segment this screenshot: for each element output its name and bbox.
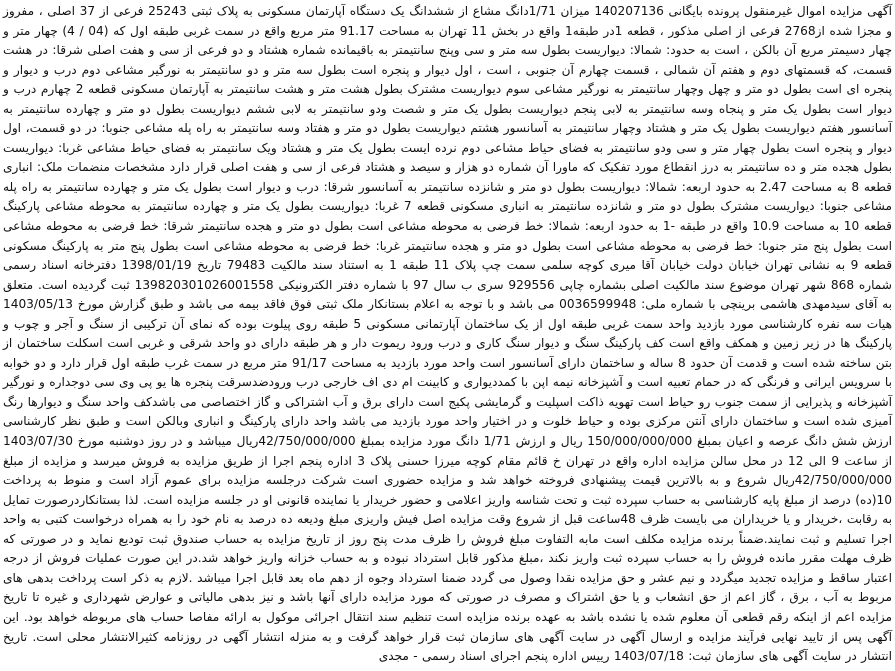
auction-notice-text: آگهی مزایده اموال غیرمنقول پرونده بایگانی 140207136 میزان 1/71دانگ مشاع از ششدانگ یک دستگاه آپارتمان مسکونی به پلاک ثبتی 25243 فرعی از 37 اصلی ، مفروز و مجزا شده از2768 فرعی از اصلی مذکور ، قطعه 1در طبقه1 واقع در بخش 11 تهران به مساحت 91.17 متر مربع واقع در سمت غربی طبقه اول که (04 / 4) چهار متر و چهار دسیمتر مربع آن بالکن ، است به حدود: شمالا: دیواریست بطول سه متر و سی وپنج سانتیمتر به باقیمانده شماره هشتاد و دو فرعی از سی و هفت اصلی شرقا: در هشت قسمت، که قسمتهای دوم و هفتم آن شمالی ، قسمت چهارم آن جنوبی ، است ، اول دیوار و پنجره است بطول سه متر و دو سانتیمتر به نورگیر مشاعی دوم درب و دیوار و پنجره ای است بطول دو متر و چهل وچهار سانتیمتر به نورگیر مشاعی سوم دیواریست مشترک بطول هشت متر و هشت سانتیمتر به آپارتمان مسکونی قطعه 2 چهارم درب و دیوار است بطول یک متر و پنجاه وسه سانتیمتر به لابی پنجم دیواریست بطول یک متر و شصت ودو سانتیمتر به لابی ششم دیواریست بطول دو متر و چهارده سانتیمتر به آسانسور هفتم دیواریست بطول یک متر و هشتاد وچهار سانتیمتر به آسانسور هشتم دیواریست بطول دو متر و هفتاد وسه سانتیمتر به راه پله مشاعی جنوبا: در دو قسمت، اول دیوار و پنجره است بطول چهار متر و سی ودو سانتیمتر به فضای حیاط مشاعی دوم نرده ایست بطول یک متر و هشتاد ویک سانتیمتر به فضای حیاط مشاعی غربا: دیواریست بطول هجده متر و ده سانتیمتر به درز انقطاع مورد تفکیک که ماورا آن شماره دو هزار و سیصد و هشتاد فرعی از سی و هفت اصلی قرار دارد مشخصات منضمات ملک: انباری قطعه 8 به مساحت 2.47 به حدود اربعه: شمالا: دیواریست بطول دو متر و شانزده سانتیمتر به آسانسور شرقا: درب و دیوار است بطول یک متر و چهارده سانتیمتر به راه پله مشاعی جنوبا: دیواریست مشترک بطول دو متر و شانزده سانتیمتر به انباری مسکونی قطعه 7 غربا: دیواریست بطول یک متر و چهارده سانتیمتر به محوطه مشاعی پارکینگ قطعه 10 به مساحت 10.9 واقع در طبقه -1 به حدود اربعه: شمالا: خط فرضی به محوطه مشاعی است بطول دو متر و هجده سانتیمتر شرقا: خط فرضی به محوطه مشاعی است بطول پنج متر جنوبا: خط فرضی به محوطه مشاعی است بطول دو متر و هجده سانتیمتر غربا: خط فرضی به محوطه مشاعی است بطول پنج متر به پارکینگ مسکونی قطعه 9 به نشانی تهران خیابان دولت خیابان آقا میری کوچه سلمی سمت چپ پلاک 11 طبقه 1 به استناد سند مالکیت 79483 تاریخ 1398/01/19 دفترخانه اسناد رسمی شماره 868 شهر تهران موضوع سند مالکیت اصلی بشماره چاپی 929556 سری ب سال 97 با شماره دفتر الکترونیکی 139820301026001558 ثبت گردیده است. متعلق به آقای سیدمهدی هاشمی برینچی با شماره ملی: 0036599948 می باشد و با توجه به اعلام بستانکار ملک ثبتی فوق فاقد بیمه می باشد و طبق گزارش مورخ 1403/05/13 هیات سه نفره کارشناسی مورد بازدید واحد سمت غربی طبقه اول از یک ساختمان آپارتمانی مسکونی 5 طبقه روی پیلوت بوده که نمای آن ترکیبی از سنگ و آجر و چوب و پارکینگ ها در زیر زمین و همکف واقع است کف پارکینگ سنگ و دیوار سنگ کاری و درب ورود ریموت دار و هر طبقه دارای دو واحد شرقی و غربی است اسکلت ساختمان از بتن ساخته شده است و قدمت آن حدود 8 ساله و ساختمان دارای آسانسور است واحد مورد بازدید به مساحت 91/17 متر مربع در سمت غرب طبقه اول قرار دارد و دو خوابه با سرویس ایرانی و فرنگی که در حمام تعبیه است و آشپزخانه نیمه اپن با کمددیواری و کابینت ام دی اف خارجی درب ورودضدسرقت پنجره ها یو پی وی سی دوجداره و نورگیر آشپزخانه و پذیرایی از سمت جنوب رو حیاط است تهویه ذاکت اسپلیت و گرمایشی پکیج است دارای برق و آب اشتراکی و گاز اختصاصی می باشدکف واحد سنگ و دیوارها رنگ آمیزی شده است و ساختمان دارای آنتن مرکزی بوده و حیاط خلوت و در اختیار واحد مورد بازدید می باشد واحد دارای پارکینگ و انباری وبالکن است و طبق نظر کارشناسی ارزش شش دانگ عرصه و اعیان بمبلغ 150/000/000/000 ریال و ارزش 1/71 دانگ مورد مزایده بمبلغ 42/750/000/000ریال میباشد و در روز دوشنبه مورخ 1403/07/30 از ساعت 9 الی 12 در محل سالن مزایده اداره واقع در تهران خ قائم مقام کوچه میرزا حسنی پلاک 3 اداره پنجم اجرا از طریق مزایده به فروش میرسد و مزایده از مبلغ 42/750/000/000ریال شروع و به بالاترین قیمت پیشنهادی فروخته خواهد شد و مزایده حضوری است شرکت درجلسه مزایده برای عموم آزاد است و منوط به پرداخت 10(ده) درصد از مبلغ پایه کارشناسی به حساب سپرده ثبت و تحت شناسه واریز اعلامی و حضور خریدار یا نماینده قانونی او در جلسه مزایده است. لذا بستانکاردرصورت تمایل به رقابت ،خریدار و یا خریداران می بایست ظرف 48ساعت قبل از شروع وقت مزایده اصل فیش واریزی مبلغ ودیعه ده درصد به نام خود را به همراه درخواست کتبی به واحد اجرا تسلیم و ثبت نمایند.ضمناً برنده مزایده مکلف است مابه التفاوت مبلغ فروش را ظرف مدت پنج روز از تاریخ مزایده به حساب صندوق ثبت تودیع نماید و در صورتی که ظرف مهلت مقرر مانده فروش را به حساب سپرده ثبت واریز نکند ،مبلغ مذکور قابل استرداد نبوده و به حساب خزانه واریز خواهد شد.در این صورت عملیات فروش از درجه اعتبار ساقط و مزایده تجدید میگردد و نیم عشر و حق مزایده نقدا وصول می گردد ضمنا استرداد وجوه از دهم ماه بعد قابل اجرا میباشد .لازم به ذکر است پرداخت بدهی های مربوط به آب ، برق ، گاز اعم از حق انشعاب و یا حق اشتراک و مصرف در صورتی که مورد مزایده دارای آنها باشد و نیز بدهی مالیاتی و عوارض شهرداری و غیره تا تاریخ مزایده اعم از اینکه رقم قطعی آن معلوم شده یا نشده باشد به عهده برنده مزایده است تنظیم سند انتقال اجرائی موکول به ارائه مفاصا حساب های مربوطه خواهد بود. این آگهی پس از تایید نهایی فرآیند مزایده و ارسال آگهی در سایت آگهی های سازمان ثبت قرار خواهد گرفت و به منزله انتشار آگهی در روزنامه کثیرالانتشار محلی است. تاریخ انتشار در سایت آگهی های سازمان ثبت: 1403/07/18 رییس اداره پنجم اجرای اسناد رسمی - مجدی [3, 4, 893, 664]
